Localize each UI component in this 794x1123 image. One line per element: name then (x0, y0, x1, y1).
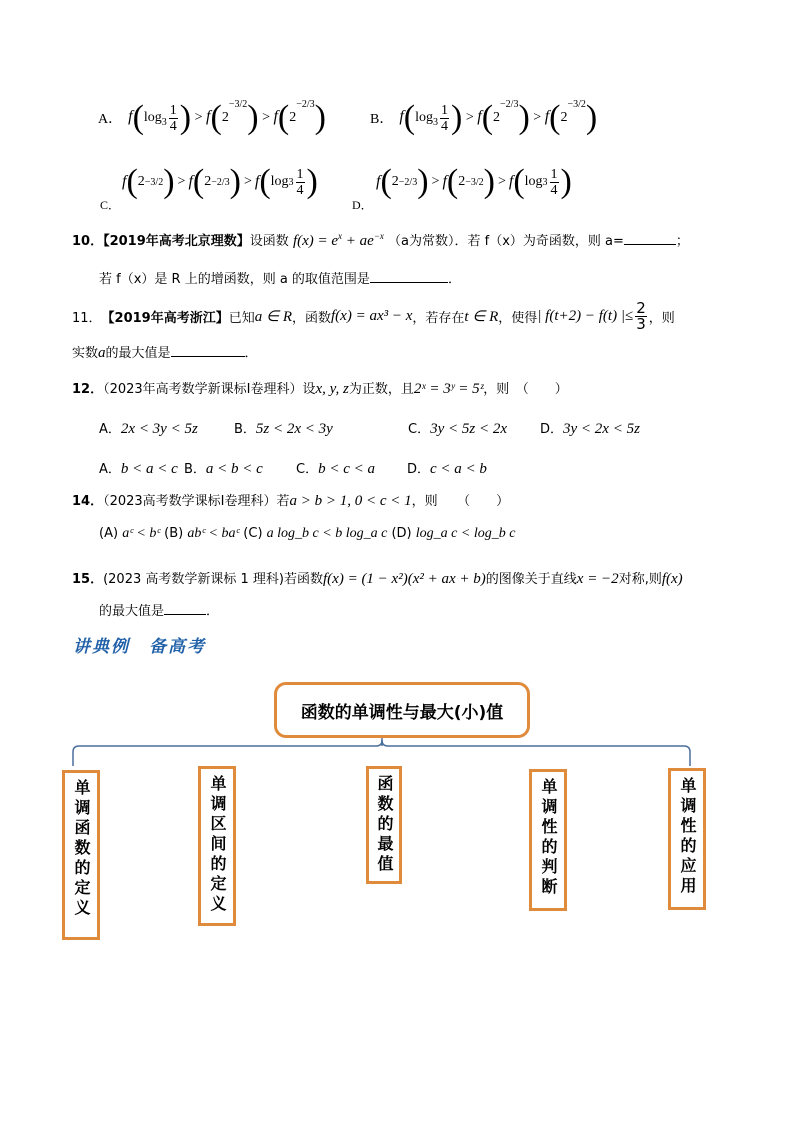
q12-option-b[interactable]: B．5z < 2x < 3y (234, 421, 333, 437)
q11-number: 11． (72, 310, 102, 326)
q9-option-c-label: C． (100, 198, 121, 212)
q13-option-b[interactable]: B．a < b < c (184, 461, 263, 477)
section-heading: 讲典例 备高考 (73, 637, 206, 657)
mindmap-child-judgement: 单调性的判断 (529, 769, 567, 911)
q14-stem: 14．（2023高考数学课标Ⅰ卷理科）若a > b > 1, 0 < c < 1，则 （ ） (72, 493, 510, 509)
q12-option-d[interactable]: D．3y < 2x < 5z (540, 421, 640, 437)
mindmap-child-monotonic-definition: 单调函数的定义 (62, 770, 100, 940)
q9-option-b-label: B． (370, 112, 394, 127)
q13-option-a[interactable]: A．b < a < c (99, 461, 178, 477)
q9-row-c-formula: f ( 2 −3/2 ) > f ( 2 −2/3 ) > f ( log 3 $\frac{1}{4}$ ) (122, 163, 318, 200)
q10-line1: 10．【2019年高考北京理数】设函数 $f(x) = e^x + ae^{-x}$ （a为常数）．若 f（x）为奇函数，则 a= ； (72, 231, 689, 249)
q11-line1: 11． 【2019年高考浙江】 已知 a ∈ R ，函数 f(x) = ax³ − x ，若存在 t ∈ R ，使得 | f(t+2) − f(t) |≤ $\frac{2}{3}$ ，则 (72, 298, 675, 333)
q14-option-b[interactable]: (B) abᶜ < baᶜ (164, 526, 240, 541)
mindmap-child-extrema: 函数的最值 (366, 766, 402, 884)
mindmap-child-interval-definition: 单调区间的定义 (198, 766, 236, 926)
mindmap-child-application: 单调性的应用 (668, 768, 706, 910)
mindmap-root: 函数的单调性与最大(小)值 (274, 682, 530, 738)
q11-source: 【2019年高考浙江】 (101, 310, 229, 326)
q10-number: 10． (72, 234, 104, 249)
q12-stem: 12．（2023年高考数学新课标Ⅰ卷理科）设x, y, z为正数，且2ˣ = 3ʸ = 5ᶻ，则 （ ） (72, 381, 568, 397)
q13-option-c[interactable]: C．b < c < a (296, 461, 375, 477)
q9-option-b-formula: $f(\log_3$ $\frac{1}{4}$ ) > $f(2^{-2/3}) > f(2^{-3/2})$ (399, 99, 598, 136)
q14-option-a[interactable]: (A) aᶜ < bᶜ (99, 526, 160, 541)
q10-source: 【2019年高考北京理数】 (103, 234, 250, 249)
q13-option-d[interactable]: D．c < a < b (407, 461, 487, 477)
q10-line2: 若 f（x）是 R 上的增函数，则 a 的取值范围是 ． (99, 272, 461, 287)
q11-fraction: $\frac{2}{3}$ (636, 298, 646, 333)
q12-option-c[interactable]: C．3y < 5z < 2x (408, 421, 507, 437)
q14-option-c[interactable]: (C) a log_b c < b log_a c (243, 526, 388, 541)
q15-line1: 15．(2023 高考数学新课标 1 理科)若函数f(x) = (1 − x²)(x² + ax + b)的图像关于直线x = −2对称,则f(x) (72, 571, 683, 587)
q10-formula: $f(x) = e^x + ae^{-x}$ (292, 231, 384, 249)
q14-option-d[interactable]: (D) log_a c < log_b c (391, 526, 516, 541)
q9-row-d-formula: f ( 2 −2/3 ) > f ( 2 −3/2 ) > f ( log 3 $\frac{1}{4}$ ) (376, 163, 572, 200)
q9-option-a-formula: $f(\log_3$ $\frac{1}{4}$ ) > $f(2^{-3/2}) > f(2^{-2/3})$ (128, 99, 326, 136)
q12-option-a[interactable]: A．2x < 3y < 5z (99, 421, 198, 437)
q9-option-a-label: A． (98, 112, 123, 127)
q9-option-d-label: D． (352, 198, 373, 212)
q15-line2: 的最大值是 ． (99, 604, 220, 619)
q11-line2: 实数a的最大值是 ． (72, 345, 258, 361)
